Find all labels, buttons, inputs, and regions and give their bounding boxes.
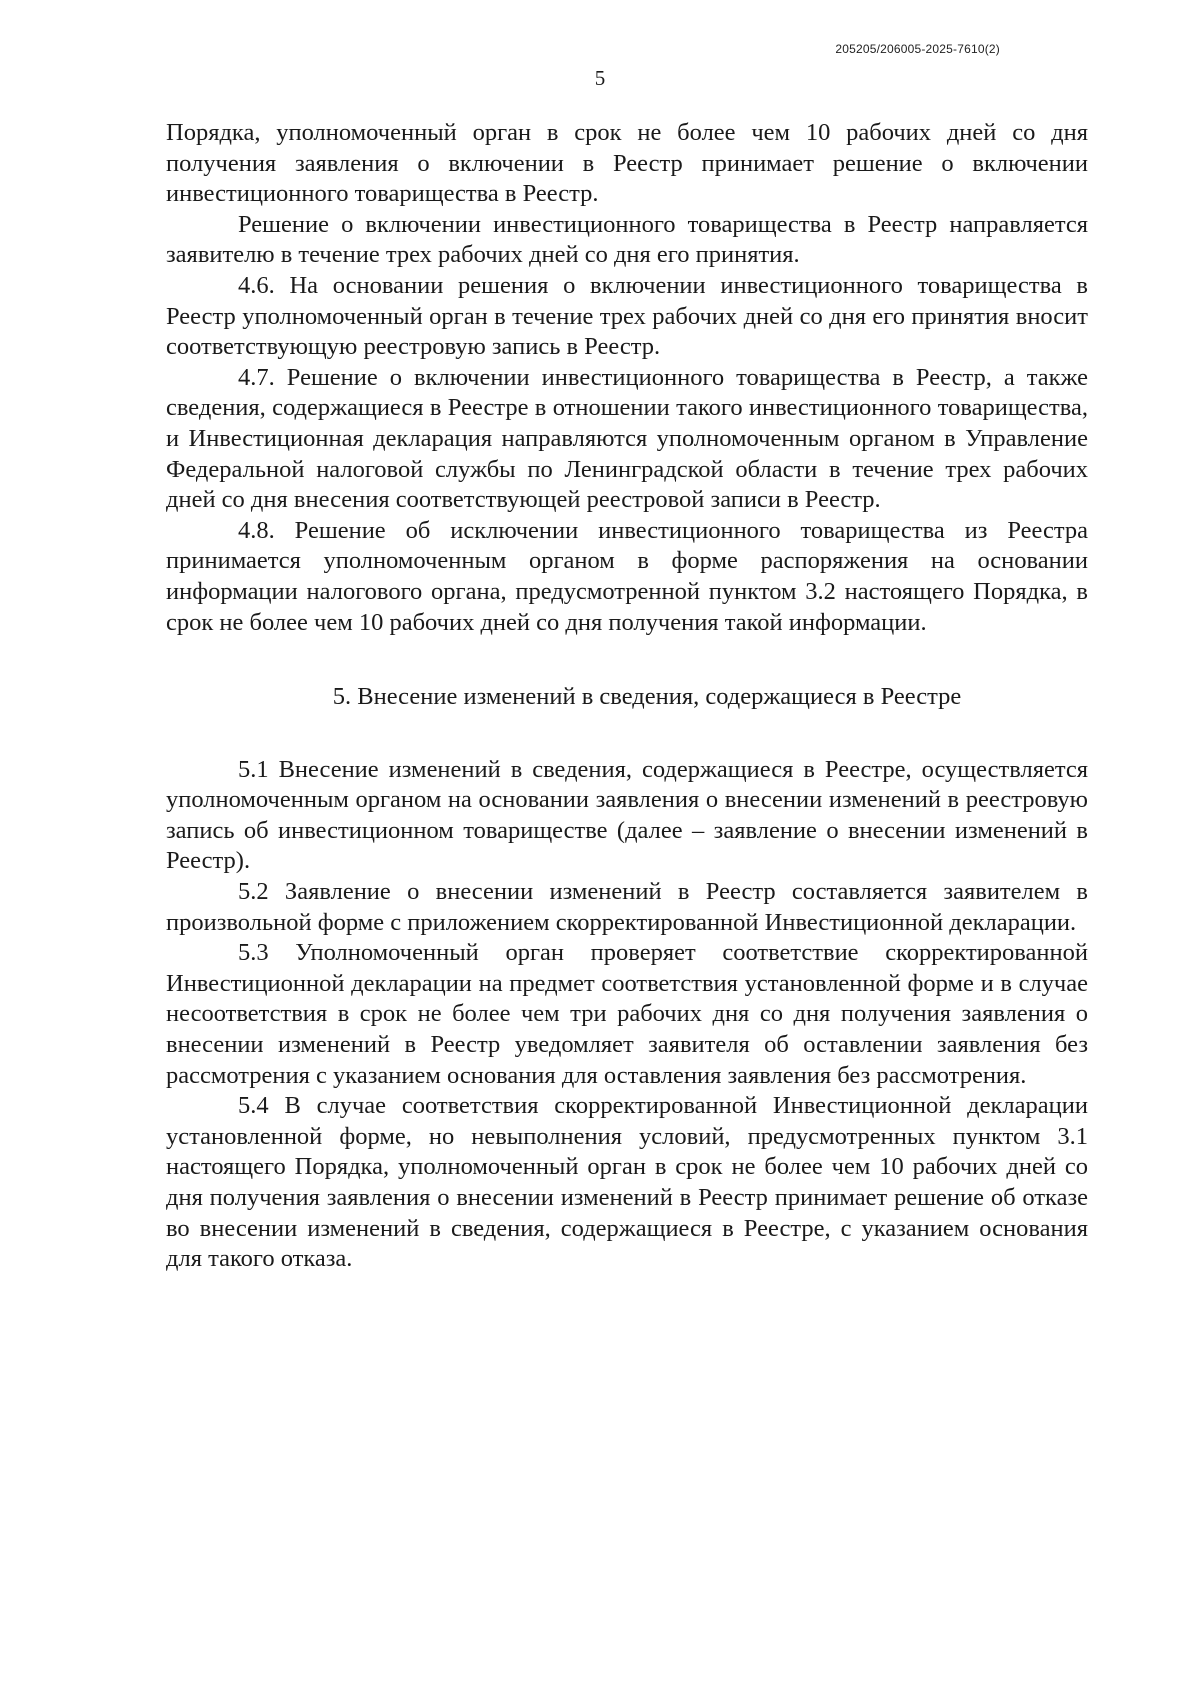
paragraph-4-7: 4.7. Решение о включении инвестиционного товарищества в Реестр, а также сведения, содержащиеся в Реестре в отношении такого инвестиционного товарищества, и Инвестиционная декларация направляются уполномоченным органом в Управление Федеральной налоговой службы по Ленинградской области в течение трех рабочих дней со дня внесения соответствующей реестровой записи в Реестр. (166, 363, 1088, 514)
document-body (166, 118, 1088, 1275)
paragraph-decision-sent: Решение о включении инвестиционного товарищества в Реестр направляется заявителю в течение трех рабочих дней со дня его принятия. (166, 210, 1088, 269)
page-number: 5 (594, 66, 606, 90)
paragraph-5-2: 5.2 Заявление о внесении изменений в Реестр составляется заявителем в произвольной форме с приложением скорректированной Инвестиционной декларации. (166, 878, 1088, 936)
paragraph-5-1: 5.1 Внесение изменений в сведения, содержащиеся в Реестре, осуществляется уполномоченным органом на основании заявления о внесении изменений в реестровую запись об инвестиционном товариществе (далее – заявление о внесении изменений в Реестр). (166, 755, 1088, 875)
paragraph-5-4: 5.4 В случае соответствия скорректированной Инвестиционной декларации установленной форме, но невыполнения условий, предусмотренных пунктом 3.1 настоящего Порядка, уполномоченный орган в срок не более чем 10 рабочих дней со дня получения заявления о внесении изменений в Реестр принимает решение об отказе во внесении изменений в сведения, содержащиеся в Реестре, с указанием основания для такого отказа. (166, 1092, 1088, 1273)
document-number: 205205/206005-2025-7610(2) (835, 42, 1000, 56)
paragraph-continuation: Порядка, уполномоченный орган в срок не более чем 10 рабочих дней со дня получения заявления о включении в Реестр принимает решение о включении инвестиционного товарищества в Реестр. (166, 119, 1088, 208)
paragraph-5-3: 5.3 Уполномоченный орган проверяет соответствие скорректированной Инвестиционной декларации на предмет соответствия установленной форме и в случае несоответствия в срок не более чем три рабочих дня со дня получения заявления о внесении изменений в Реестр уведомляет заявителя об оставлении заявления без рассмотрения с указанием основания для оставления заявления без рассмотрения. (166, 939, 1088, 1089)
section-heading: 5. Внесение изменений в сведения, содержащиеся в Реестре (332, 683, 962, 711)
paragraph-4-6: 4.6. На основании решения о включении инвестиционного товарищества в Реестр уполномоченный орган в течение трех рабочих дней со дня его принятия вносит соответствующую реестровую запись в Реестр. (166, 271, 1088, 361)
paragraph-4-8: 4.8. Решение об исключении инвестиционного товарищества из Реестра принимается уполномоченным органом в форме распоряжения на основании информации налогового органа, предусмотренной пунктом 3.2 настоящего Порядка, в срок не более чем 10 рабочих дней со дня получения такой информации. (166, 516, 1088, 636)
